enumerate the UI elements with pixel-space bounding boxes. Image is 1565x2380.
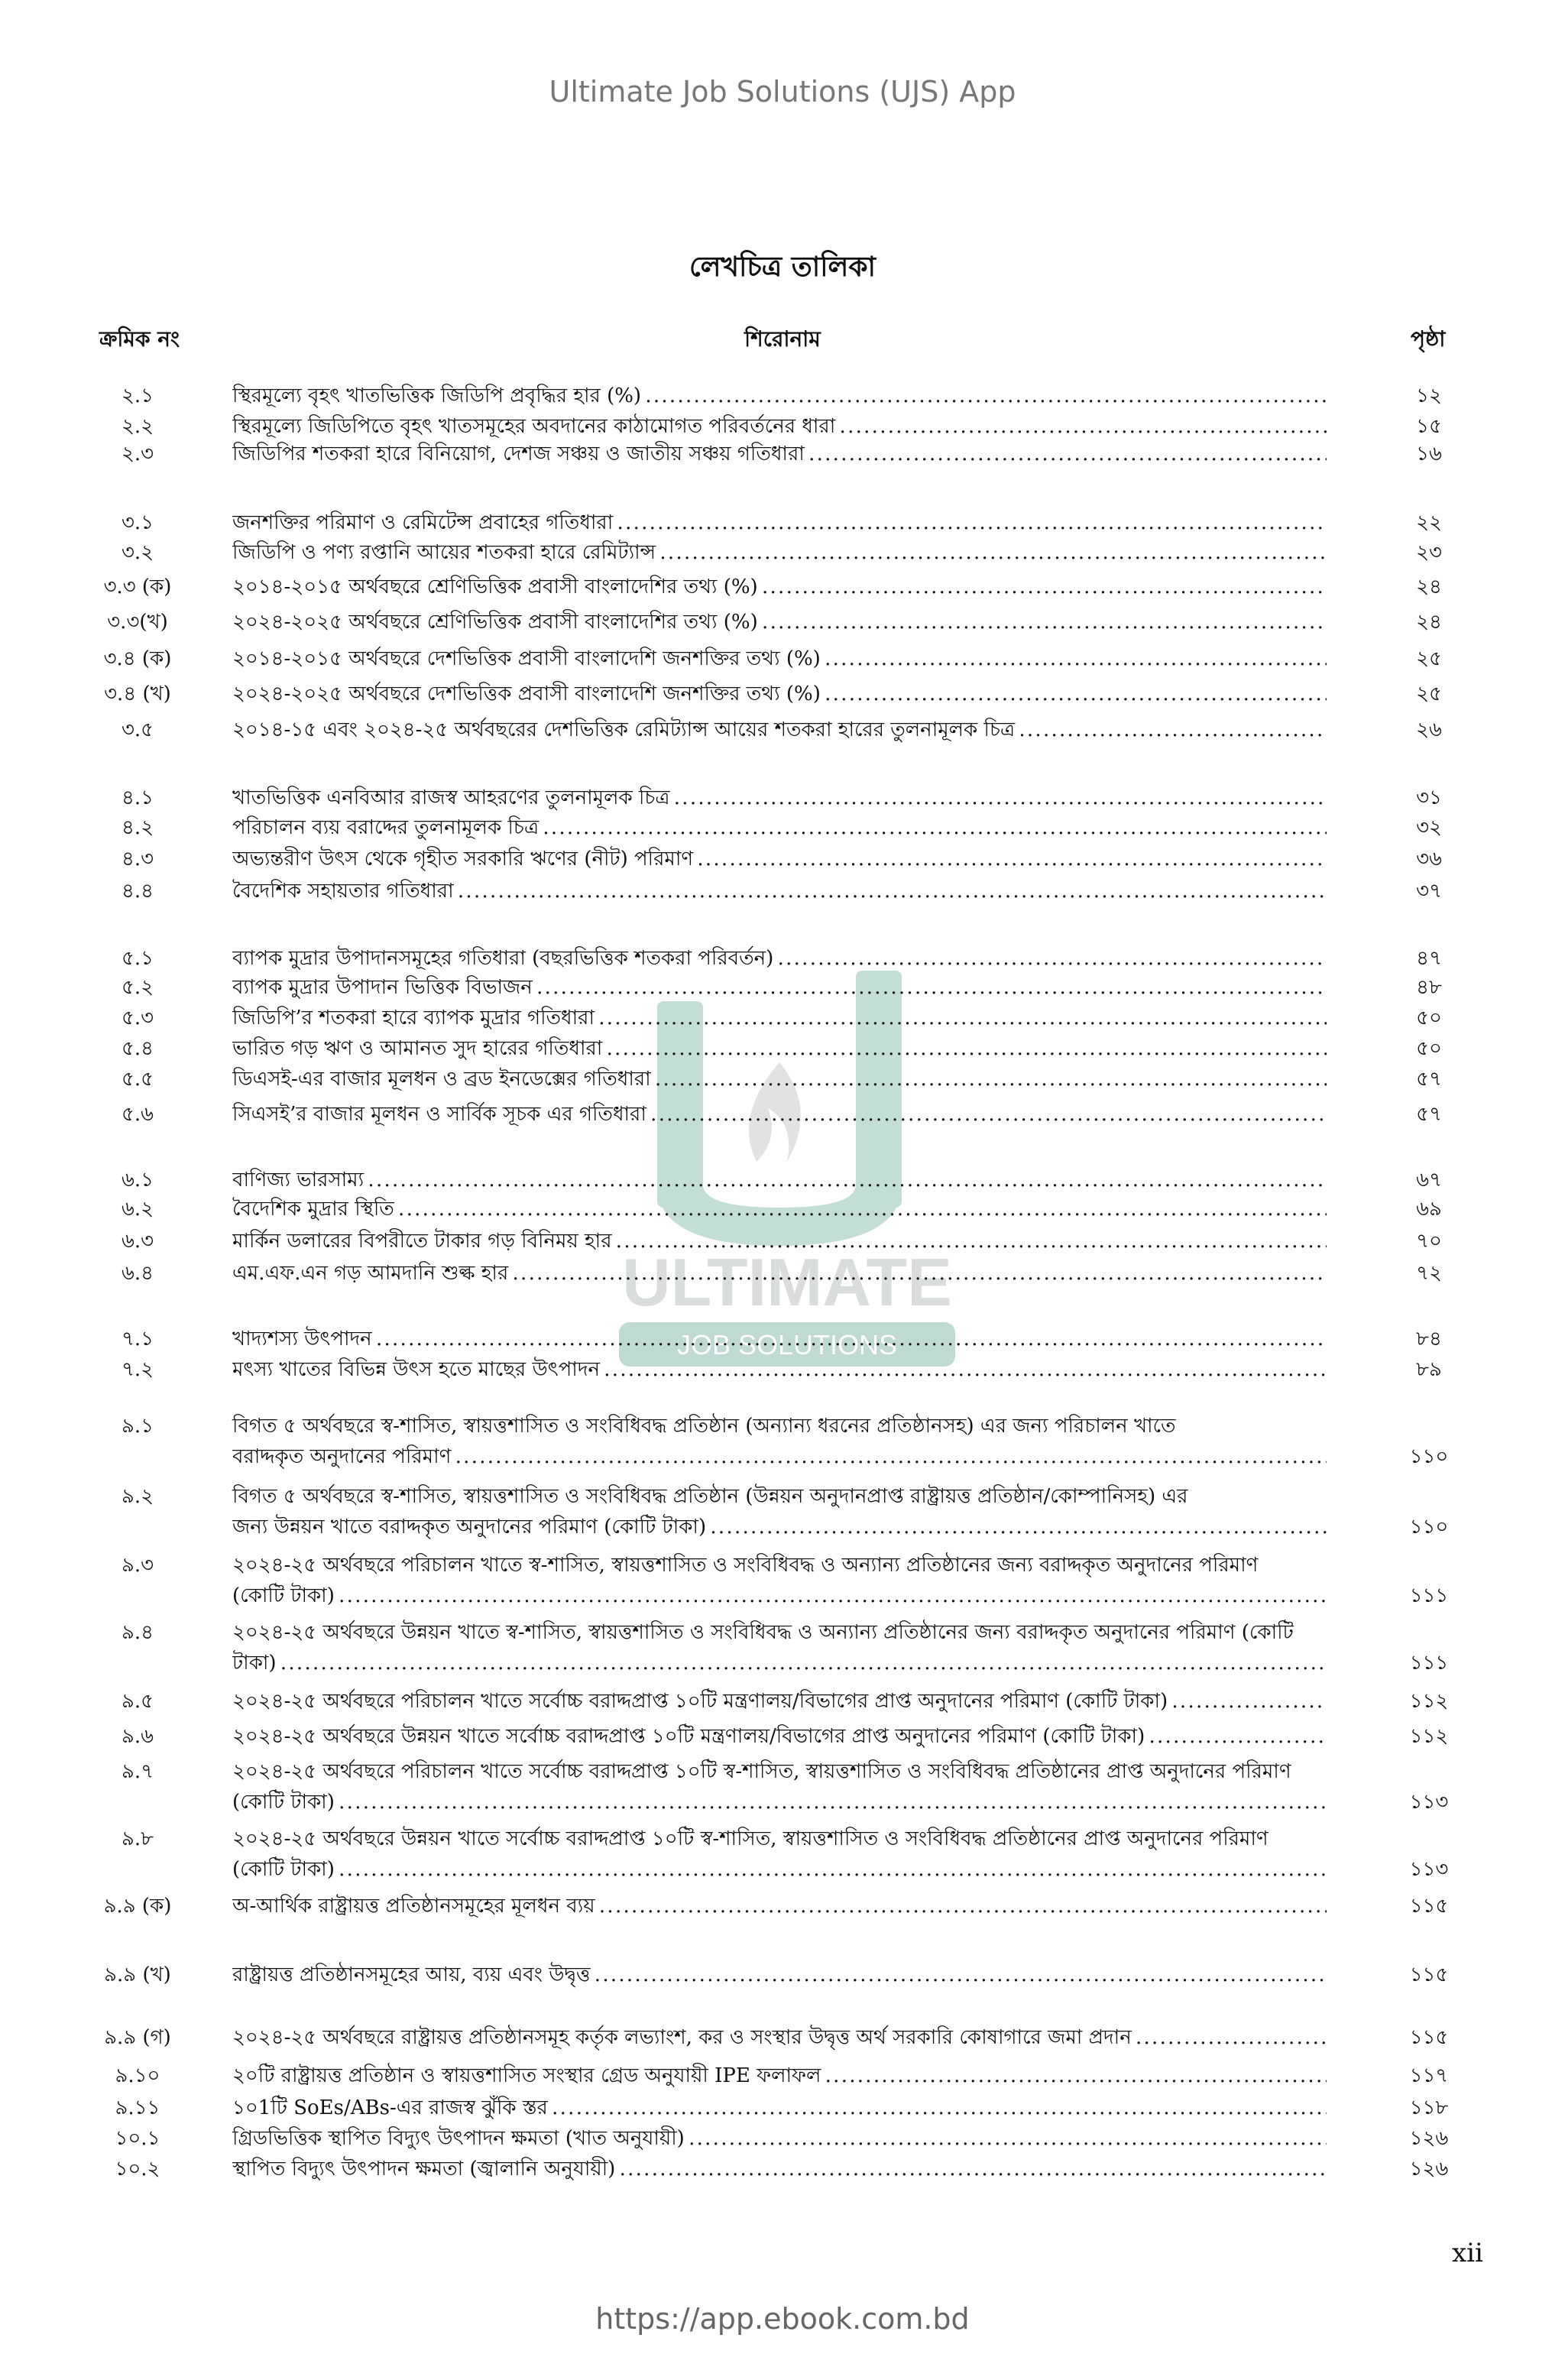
toc-row-number: ৯.৭ xyxy=(121,1760,154,1783)
toc-row-number: ৫.৫ xyxy=(121,1068,154,1091)
toc-row-page: ১১২ xyxy=(1409,1725,1449,1748)
toc-row-title-line2: (কোটি টাকা) . . . xyxy=(232,1787,1327,1817)
watermark-word-job-solutions: JOB SOLUTIONS xyxy=(676,1329,898,1360)
toc-row-title: ২০২৪-২৫ অর্থবছরে রাষ্ট্রায়ত্ত প্রতিষ্ঠানসমূহ কর্তৃক লভ্যাংশ, কর ও সংস্থার উদ্বৃত্ত অর্থ সরকারি কোষাগারে জমা প্রদান . . . xyxy=(232,2022,1327,2053)
toc-row-number: ১০.২ xyxy=(115,2158,160,2181)
toc-row-page: ৫৭ xyxy=(1416,1103,1442,1126)
toc-row-number: ৫.১ xyxy=(121,947,154,970)
toc-row-page: ৫০ xyxy=(1416,1007,1442,1029)
toc-row-number: ৯.১ xyxy=(121,1415,154,1438)
toc-row-title-line1: বিগত ৫ অর্থবছরে স্ব-শাসিত, স্বায়ত্তশাসিত ও সংবিধিবদ্ধ প্রতিষ্ঠান (উন্নয়ন অনুদানপ্রাপ্ত রাষ্ট্রায়ত্ত প্রতিষ্ঠান/কোম্পানিসহ) এর xyxy=(232,1485,1188,1508)
toc-row-title: অভ্যন্তরীণ উৎস থেকে গৃহীত সরকারি ঋণের (নীট) পরিমাণ . . . xyxy=(232,844,1327,874)
toc-row-title: সিএসই’র বাজার মূলধন ও সার্বিক সূচক এর গতিধারা . . . xyxy=(232,1099,1327,1130)
toc-row-page: ১২৬ xyxy=(1409,2127,1449,2150)
toc-row-page: ৩৬ xyxy=(1416,848,1442,871)
toc-row-page: ৬৭ xyxy=(1416,1169,1442,1192)
toc-row-title: স্থিরমূল্যে জিডিপিতে বৃহৎ খাতসমূহের অবদানের কাঠামোগত পরিবর্তনের ধারা . . . xyxy=(232,411,1327,442)
toc-row-title: খাতভিত্তিক এনবিআর রাজস্ব আহরণের তুলনামূলক চিত্র . . . xyxy=(232,783,1327,813)
page-number-roman: xii xyxy=(1452,2238,1483,2268)
toc-row-title: খাদ্যশস্য উৎপাদন . . . xyxy=(232,1324,1327,1354)
toc-row-page: ২৪ xyxy=(1416,611,1442,634)
toc-row-title: ব্যাপক মুদ্রার উপাদান ভিত্তিক বিভাজন . . . xyxy=(232,972,1327,1003)
toc-row-number: ২.৩ xyxy=(121,443,154,465)
toc-row-title: ব্যাপক মুদ্রার উপাদানসমূহের গতিধারা (বছরভিত্তিক শতকরা পরিবর্তন) . . . xyxy=(232,943,1327,974)
toc-row-number: ৬.১ xyxy=(121,1169,154,1192)
toc-row-title xyxy=(232,1824,1327,1885)
toc-row-title: জিডিপির শতকরা হারে বিনিয়োগ, দেশজ সঞ্চয় ও জাতীয় সঞ্চয় গতিধারা . . . xyxy=(232,439,1327,469)
toc-row-title-line2: বরাদ্দকৃত অনুদানের পরিমাণ . . . xyxy=(232,1441,1327,1472)
toc-row-title: গ্রিডভিত্তিক স্থাপিত বিদ্যুৎ উৎপাদন ক্ষমতা (খাত অনুযায়ী) . . . xyxy=(232,2123,1327,2154)
toc-row-title: বৈদেশিক সহায়তার গতিধারা . . . xyxy=(232,876,1327,906)
toc-row-title-line1: ২০২৪-২৫ অর্থবছরে উন্নয়ন খাতে স্ব-শাসিত, স্বায়ত্তশাসিত ও সংবিধিবদ্ধ ও অন্যান্য প্রতিষ্ঠানের জন্য বরাদ্দকৃত অনুদানের পরিমাণ (কোটি xyxy=(232,1621,1294,1644)
column-header-page: পৃষ্ঠা xyxy=(1411,326,1446,352)
toc-row-page: ১১১ xyxy=(1409,1652,1449,1675)
toc-row-title: বৈদেশিক মুদ্রার স্থিতি . . . xyxy=(232,1194,1327,1224)
toc-row-title-line1: ২০২৪-২৫ অর্থবছরে পরিচালন খাতে সর্বোচ্চ বরাদ্দপ্রাপ্ত ১০টি স্ব-শাসিত, স্বায়ত্তশাসিত ও সংবিধিবদ্ধ প্রতিষ্ঠানের প্রাপ্ত অনুদানের পরিমাণ xyxy=(232,1760,1291,1783)
toc-row-number: ৩.৫ xyxy=(121,718,154,741)
toc-row-number: ৪.৩ xyxy=(121,848,154,871)
toc-row-number: ৩.৪ (খ) xyxy=(104,683,171,705)
toc-row-title-line2: জন্য উন্নয়ন খাতে বরাদ্দকৃত অনুদানের পরিমাণ (কোটি টাকা) . . . xyxy=(232,1512,1327,1542)
toc-row-title: ২০১৪-২০১৫ অর্থবছরে শ্রেণিভিত্তিক প্রবাসী বাংলাদেশির তথ্য (%) . . . xyxy=(232,572,1327,602)
toc-row-number: ২.২ xyxy=(121,415,154,438)
toc-row-title xyxy=(232,1550,1327,1611)
toc-row-number: ৫.৩ xyxy=(121,1007,154,1029)
toc-row-page: ৪৮ xyxy=(1416,976,1442,999)
toc-row-title: ২০১৪-১৫ এবং ২০২৪-২৫ অর্থবছরের দেশভিত্তিক রেমিট্যান্স আয়ের শতকরা হারের তুলনামূলক চিত্র . . . xyxy=(232,715,1327,745)
toc-row-page: ৩১ xyxy=(1416,786,1442,809)
page-title: লেখচিত্র তালিকা xyxy=(689,251,876,283)
toc-row-number: ৬.৩ xyxy=(121,1230,154,1253)
toc-row-title: ২০২৪-২০২৫ অর্থবছরে দেশভিত্তিক প্রবাসী বাংলাদেশি জনশক্তির তথ্য (%) . . . xyxy=(232,679,1327,709)
toc-row-number: ১০.১ xyxy=(115,2127,160,2150)
toc-row-page: ৩৭ xyxy=(1416,880,1442,903)
toc-row-title: ২০১৪-২০১৫ অর্থবছরে দেশভিত্তিক প্রবাসী বাংলাদেশি জনশক্তির তথ্য (%) . . . xyxy=(232,644,1327,674)
toc-row-page: ২৫ xyxy=(1416,683,1442,705)
toc-row-page: ১১৩ xyxy=(1409,1791,1449,1814)
toc-row-number: ৫.২ xyxy=(121,976,154,999)
toc-row-page: ৭০ xyxy=(1416,1230,1442,1253)
toc-row-number: ৯.১১ xyxy=(115,2096,160,2119)
toc-row-number: ৯.৪ xyxy=(121,1621,154,1644)
toc-row-number: ৬.৪ xyxy=(121,1262,154,1285)
toc-row-page: ১১৭ xyxy=(1409,2064,1449,2087)
toc-row-page: ১২ xyxy=(1416,384,1442,407)
toc-row-number: ৭.২ xyxy=(121,1358,154,1381)
toc-row-page: ২৬ xyxy=(1416,718,1442,741)
toc-row-number: ৩.২ xyxy=(121,541,154,564)
footer-url[interactable]: https://app.ebook.com.bd xyxy=(595,2302,970,2336)
toc-row-page: ৫৭ xyxy=(1416,1068,1442,1091)
toc-row-page: ৮৪ xyxy=(1416,1328,1442,1351)
toc-row-title-line1: ২০২৪-২৫ অর্থবছরে পরিচালন খাতে স্ব-শাসিত, স্বায়ত্তশাসিত ও সংবিধিবদ্ধ ও অন্যান্য প্রতিষ্ঠানের জন্য বরাদ্দকৃত অনুদানের পরিমাণ xyxy=(232,1554,1259,1577)
toc-row-title: বাণিজ্য ভারসাম্য . . . xyxy=(232,1165,1327,1195)
toc-row-page: ১১২ xyxy=(1409,1690,1449,1713)
toc-row-page: ৫০ xyxy=(1416,1037,1442,1060)
toc-row-page: ১১৮ xyxy=(1409,2096,1449,2119)
toc-row-page: ১১০ xyxy=(1409,1445,1449,1468)
toc-row-page: ৩২ xyxy=(1416,816,1442,839)
toc-row-number: ২.১ xyxy=(121,384,154,407)
toc-row-page: ৪৭ xyxy=(1416,947,1442,970)
toc-row-title: এম.এফ.এন গড় আমদানি শুল্ক হার . . . xyxy=(232,1258,1327,1289)
toc-row-title xyxy=(232,1617,1327,1678)
toc-row-number: ৬.২ xyxy=(121,1198,154,1221)
toc-row-page: ১৫ xyxy=(1416,415,1442,438)
toc-row-title: অ-আর্থিক রাষ্ট্রায়ত্ত প্রতিষ্ঠানসমূহের মূলধন ব্যয় . . . xyxy=(232,1891,1327,1921)
toc-row-number: ৪.৪ xyxy=(121,880,154,903)
toc-row-title: জনশক্তির পরিমাণ ও রেমিটেন্স প্রবাহের গতিধারা . . . xyxy=(232,507,1327,538)
toc-row-title: ২০২৪-২০২৫ অর্থবছরে শ্রেণিভিত্তিক প্রবাসী বাংলাদেশির তথ্য (%) . . . xyxy=(232,607,1327,637)
toc-row-number: ৫.৪ xyxy=(121,1037,154,1060)
watermark-word-ultimate: ULTIMATE xyxy=(622,1244,952,1320)
toc-row-page: ১৬ xyxy=(1416,443,1442,465)
toc-row-title-line2: (কোটি টাকা) . . . xyxy=(232,1854,1327,1885)
toc-row-title: ১০1টি SoEs/ABs-এর রাজস্ব ঝুঁকি স্তর . . . xyxy=(232,2093,1327,2123)
toc-row-title: ডিএসই-এর বাজার মূলধন ও ব্রড ইনডেক্সের গতিধারা . . . xyxy=(232,1064,1327,1094)
toc-row-page: ৮৯ xyxy=(1416,1358,1442,1381)
toc-row-number: ৯.৩ xyxy=(121,1554,154,1577)
toc-row-number: ৩.৩(খ) xyxy=(107,611,168,634)
toc-row-number: ৩.১ xyxy=(121,511,154,534)
toc-row-title: স্থিরমূল্যে বৃহৎ খাতভিত্তিক জিডিপি প্রবৃদ্ধির হার (%) . . . xyxy=(232,381,1327,411)
toc-row-number: ৪.২ xyxy=(121,816,154,839)
toc-row-title: ২০টি রাষ্ট্রায়ত্ত প্রতিষ্ঠান ও স্বায়ত্তশাসিত সংস্থার গ্রেড অনুযায়ী IPE ফলাফল . . . xyxy=(232,2061,1327,2091)
column-header-serial: ক্রমিক নং xyxy=(99,326,180,352)
toc-row-number: ৯.১০ xyxy=(115,2064,160,2087)
toc-row-page: ১১৫ xyxy=(1409,1895,1449,1918)
toc-row-page: ১১৩ xyxy=(1409,1858,1449,1881)
toc-row-title: ভারিত গড় ঋণ ও আমানত সুদ হারের গতিধারা . . . xyxy=(232,1033,1327,1064)
toc-row-page: ১১০ xyxy=(1409,1516,1449,1539)
toc-row-page: ২৩ xyxy=(1416,541,1442,564)
toc-row-number: ৩.৩ (ক) xyxy=(103,576,172,598)
toc-row-page: ১১৫ xyxy=(1409,2026,1449,2049)
toc-row-page: ৭২ xyxy=(1416,1262,1442,1285)
toc-row-page: ১১১ xyxy=(1409,1584,1449,1607)
toc-row-title: স্থাপিত বিদ্যুৎ উৎপাদন ক্ষমতা (জ্বালানি অনুযায়ী) . . . xyxy=(232,2154,1327,2184)
toc-row-title xyxy=(232,1411,1327,1472)
column-header-title: শিরোনাম xyxy=(744,326,821,352)
toc-row-page: ২৫ xyxy=(1416,647,1442,670)
toc-row-title: ২০২৪-২৫ অর্থবছরে উন্নয়ন খাতে সর্বোচ্চ বরাদ্দপ্রাপ্ত ১০টি মন্ত্রণালয়/বিভাগের প্রাপ্ত অনুদানের পরিমাণ (কোটি টাকা) . . . xyxy=(232,1721,1327,1752)
toc-row-number: ৯.৫ xyxy=(121,1690,154,1713)
toc-row-number: ৯.৮ xyxy=(121,1827,154,1850)
toc-row-title: রাষ্ট্রায়ত্ত প্রতিষ্ঠানসমূহের আয়, ব্যয় এবং উদ্বৃত্ত . . . xyxy=(232,1960,1327,1990)
toc-row-number: ৯.২ xyxy=(121,1485,154,1508)
toc-row-page: ২২ xyxy=(1416,511,1442,534)
toc-row-title-line1: বিগত ৫ অর্থবছরে স্ব-শাসিত, স্বায়ত্তশাসিত ও সংবিধিবদ্ধ প্রতিষ্ঠান (অন্যান্য ধরনের প্রতিষ্ঠানসহ) এর জন্য পরিচালন খাতে xyxy=(232,1415,1176,1438)
toc-row-number: ৭.১ xyxy=(121,1328,154,1351)
toc-row-title-line2: (কোটি টাকা) . . . xyxy=(232,1581,1327,1611)
toc-row-title: জিডিপি’র শতকরা হারে ব্যাপক মুদ্রার গতিধারা . . . xyxy=(232,1003,1327,1033)
toc-row-number: ৯.৯ (খ) xyxy=(104,1963,171,1986)
toc-row-title: জিডিপি ও পণ্য রপ্তানি আয়ের শতকরা হারে রেমিট্যান্স . . . xyxy=(232,537,1327,568)
toc-row-title: মার্কিন ডলারের বিপরীতে টাকার গড় বিনিময় হার . . . xyxy=(232,1226,1327,1256)
toc-row-number: ৯.৯ (গ) xyxy=(104,2026,171,2049)
toc-row-page: ১১৫ xyxy=(1409,1963,1449,1986)
toc-row-number: ৫.৬ xyxy=(121,1103,154,1126)
toc-row-page: ২৪ xyxy=(1416,576,1442,598)
toc-row-page: ৬৯ xyxy=(1416,1198,1442,1221)
toc-row-page: ১২৬ xyxy=(1409,2158,1449,2181)
app-header: Ultimate Job Solutions (UJS) App xyxy=(549,75,1016,109)
toc-row-title xyxy=(232,1756,1327,1817)
toc-row-title: ২০২৪-২৫ অর্থবছরে পরিচালন খাতে সর্বোচ্চ বরাদ্দপ্রাপ্ত ১০টি মন্ত্রণালয়/বিভাগের প্রাপ্ত অনুদানের পরিমাণ (কোটি টাকা) . . . xyxy=(232,1686,1327,1717)
toc-row-number: ৯.৯ (ক) xyxy=(103,1895,172,1918)
toc-row-title-line1: ২০২৪-২৫ অর্থবছরে উন্নয়ন খাতে সর্বোচ্চ বরাদ্দপ্রাপ্ত ১০টি স্ব-শাসিত, স্বায়ত্তশাসিত ও সংবিধিবদ্ধ প্রতিষ্ঠানের প্রাপ্ত অনুদানের পরিমাণ xyxy=(232,1827,1269,1850)
toc-row-number: ৩.৪ (ক) xyxy=(103,647,172,670)
toc-row-title xyxy=(232,1481,1327,1542)
toc-row-title-line2: টাকা) . . . xyxy=(232,1648,1327,1678)
toc-row-title: মৎস্য খাতের বিভিন্ন উৎস হতে মাছের উৎপাদন . . . xyxy=(232,1354,1327,1385)
toc-row-number: ৪.১ xyxy=(121,786,154,809)
toc-row-number: ৯.৬ xyxy=(121,1725,154,1748)
toc-row-title: পরিচালন ব্যয় বরাদ্দের তুলনামূলক চিত্র . . . xyxy=(232,812,1327,843)
